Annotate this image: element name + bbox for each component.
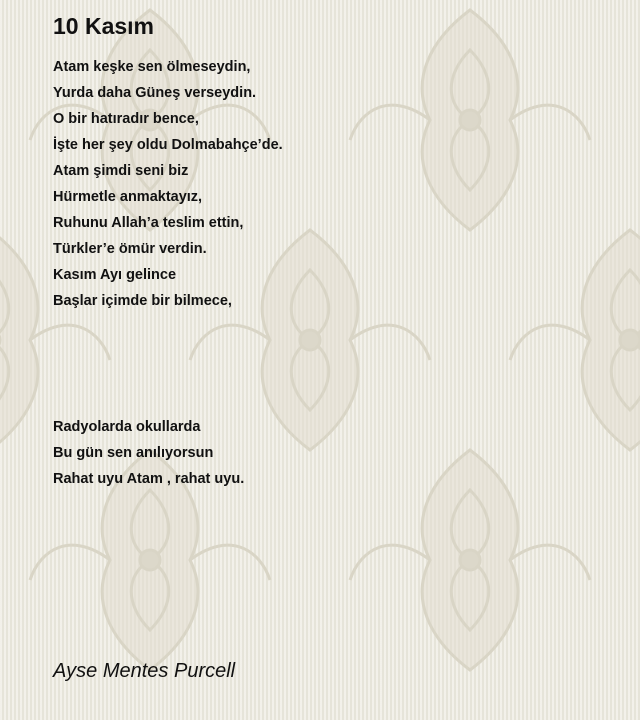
poem-line: İşte her şey oldu Dolmabahçe’de.: [53, 137, 283, 153]
poem-line: Yurda daha Güneş verseydin.: [53, 85, 257, 101]
poem-title: 10 Kasım: [53, 13, 155, 39]
poem-line: Atam şimdi seni biz: [53, 163, 189, 179]
poem-line: Bu gün sen anılıyorsun: [53, 445, 214, 461]
poem-line: Radyolarda okullarda: [53, 419, 201, 435]
poem-line: Rahat uyu Atam , rahat uyu.: [53, 471, 245, 487]
poem-line: Kasım Ayı gelince: [53, 267, 177, 283]
poem-line: Ruhunu Allah’a teslim ettin,: [53, 215, 244, 231]
poem-line: Türkler’e ömür verdin.: [53, 241, 207, 257]
stanza-2: [53, 414, 244, 492]
stanza-1: [53, 54, 283, 314]
poem-line: Hürmetle anmaktayız,: [53, 189, 203, 205]
poem-author: Ayse Mentes Purcell: [53, 660, 236, 682]
poem-line: Başlar içimde bir bilmece,: [53, 293, 232, 309]
poem-line: O bir hatıradır bence,: [53, 111, 199, 127]
poem-line: Atam keşke sen ölmeseydin,: [53, 59, 251, 75]
